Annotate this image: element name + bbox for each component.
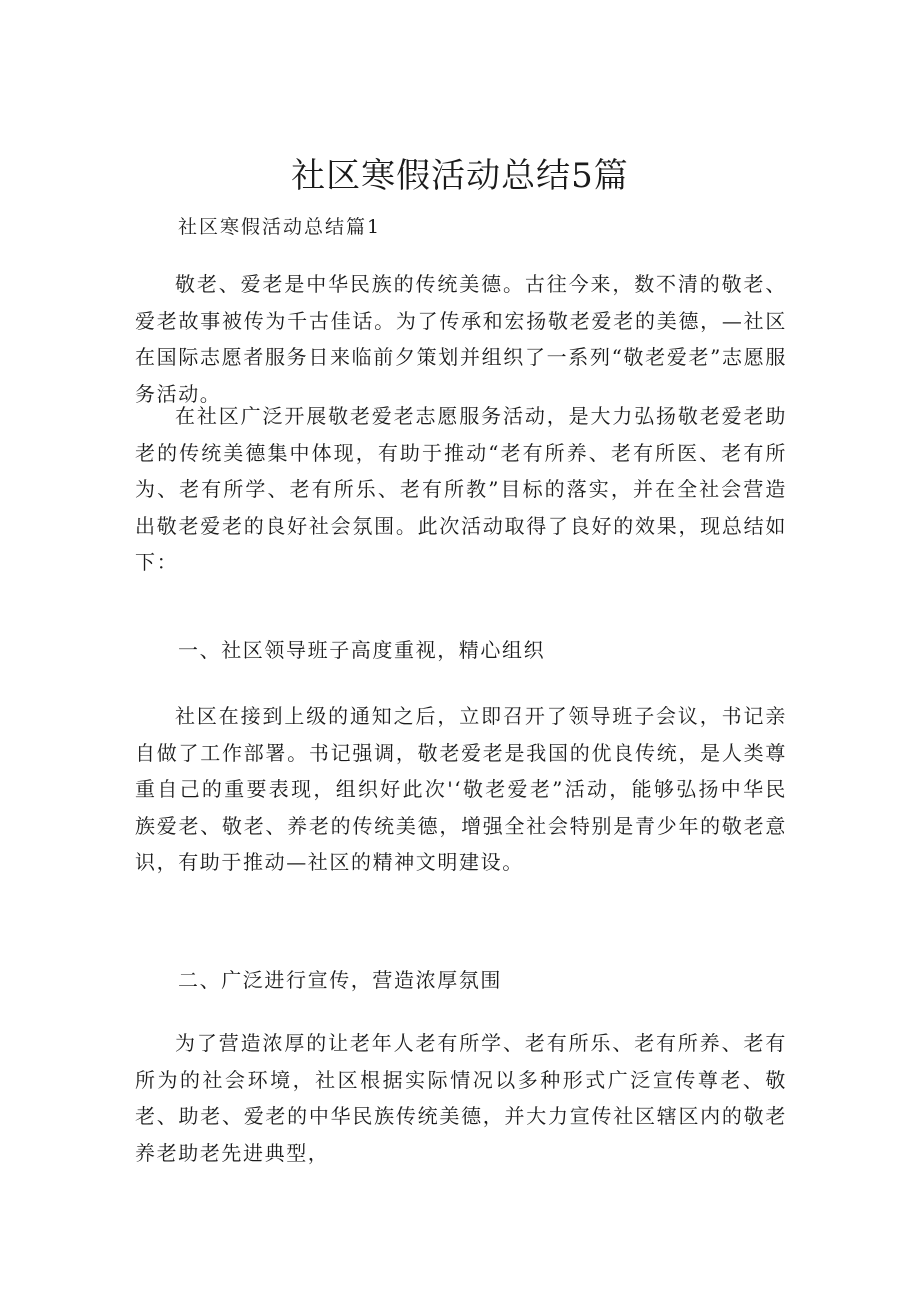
document-subtitle: 社区寒假活动总结篇1	[178, 216, 382, 238]
section-heading-1: 一、社区领导班子高度重视，精心组织	[178, 638, 546, 662]
paragraph-background: 在社区广泛开展敬老爱老志愿服务活动，是大力弘扬敬老爱老助老的传统美德集中体现，有助于推动“老有所养、老有所医、老有所为、老有所学、老有所乐、老有所教”目标的落实，并在全社会营造出敬老爱老的良好社会氛围。此次活动取得了良好的效果，现总结如下：	[135, 404, 787, 574]
paragraph-section-2: 为了营造浓厚的让老年人老有所学、老有所乐、老有所养、老有所为的社会环境，社区根据实际情况以多种形式广泛宣传尊老、敬老、助老、爱老的中华民族传统美德，并大力宣传社区辖区内的敬老养老助老先进典型，	[135, 1031, 787, 1165]
paragraph-intro: 敬老、爱老是中华民族的传统美德。古往今来，数不清的敬老、爱老故事被传为千古佳话。为了传承和宏扬敬老爱老的美德，—社区在国际志愿者服务日来临前夕策划并组织了一系列“敬老爱老”志愿服务活动。	[135, 272, 787, 406]
document-title: 社区寒假活动总结5篇	[291, 156, 629, 196]
paragraph-section-1: 社区在接到上级的通知之后，立即召开了领导班子会议，书记亲自做了工作部署。书记强调，敬老爱老是我国的优良传统，是人类尊重自己的重要表现，组织好此次'‘敬老爱老”活动，能够弘扬中华民族爱老、敬老、养老的传统美德，增强全社会特别是青少年的敬老意识，有助于推动—社区的精神文明建设。	[135, 704, 787, 874]
section-heading-2: 二、广泛进行宣传，营造浓厚氛围	[178, 968, 502, 992]
